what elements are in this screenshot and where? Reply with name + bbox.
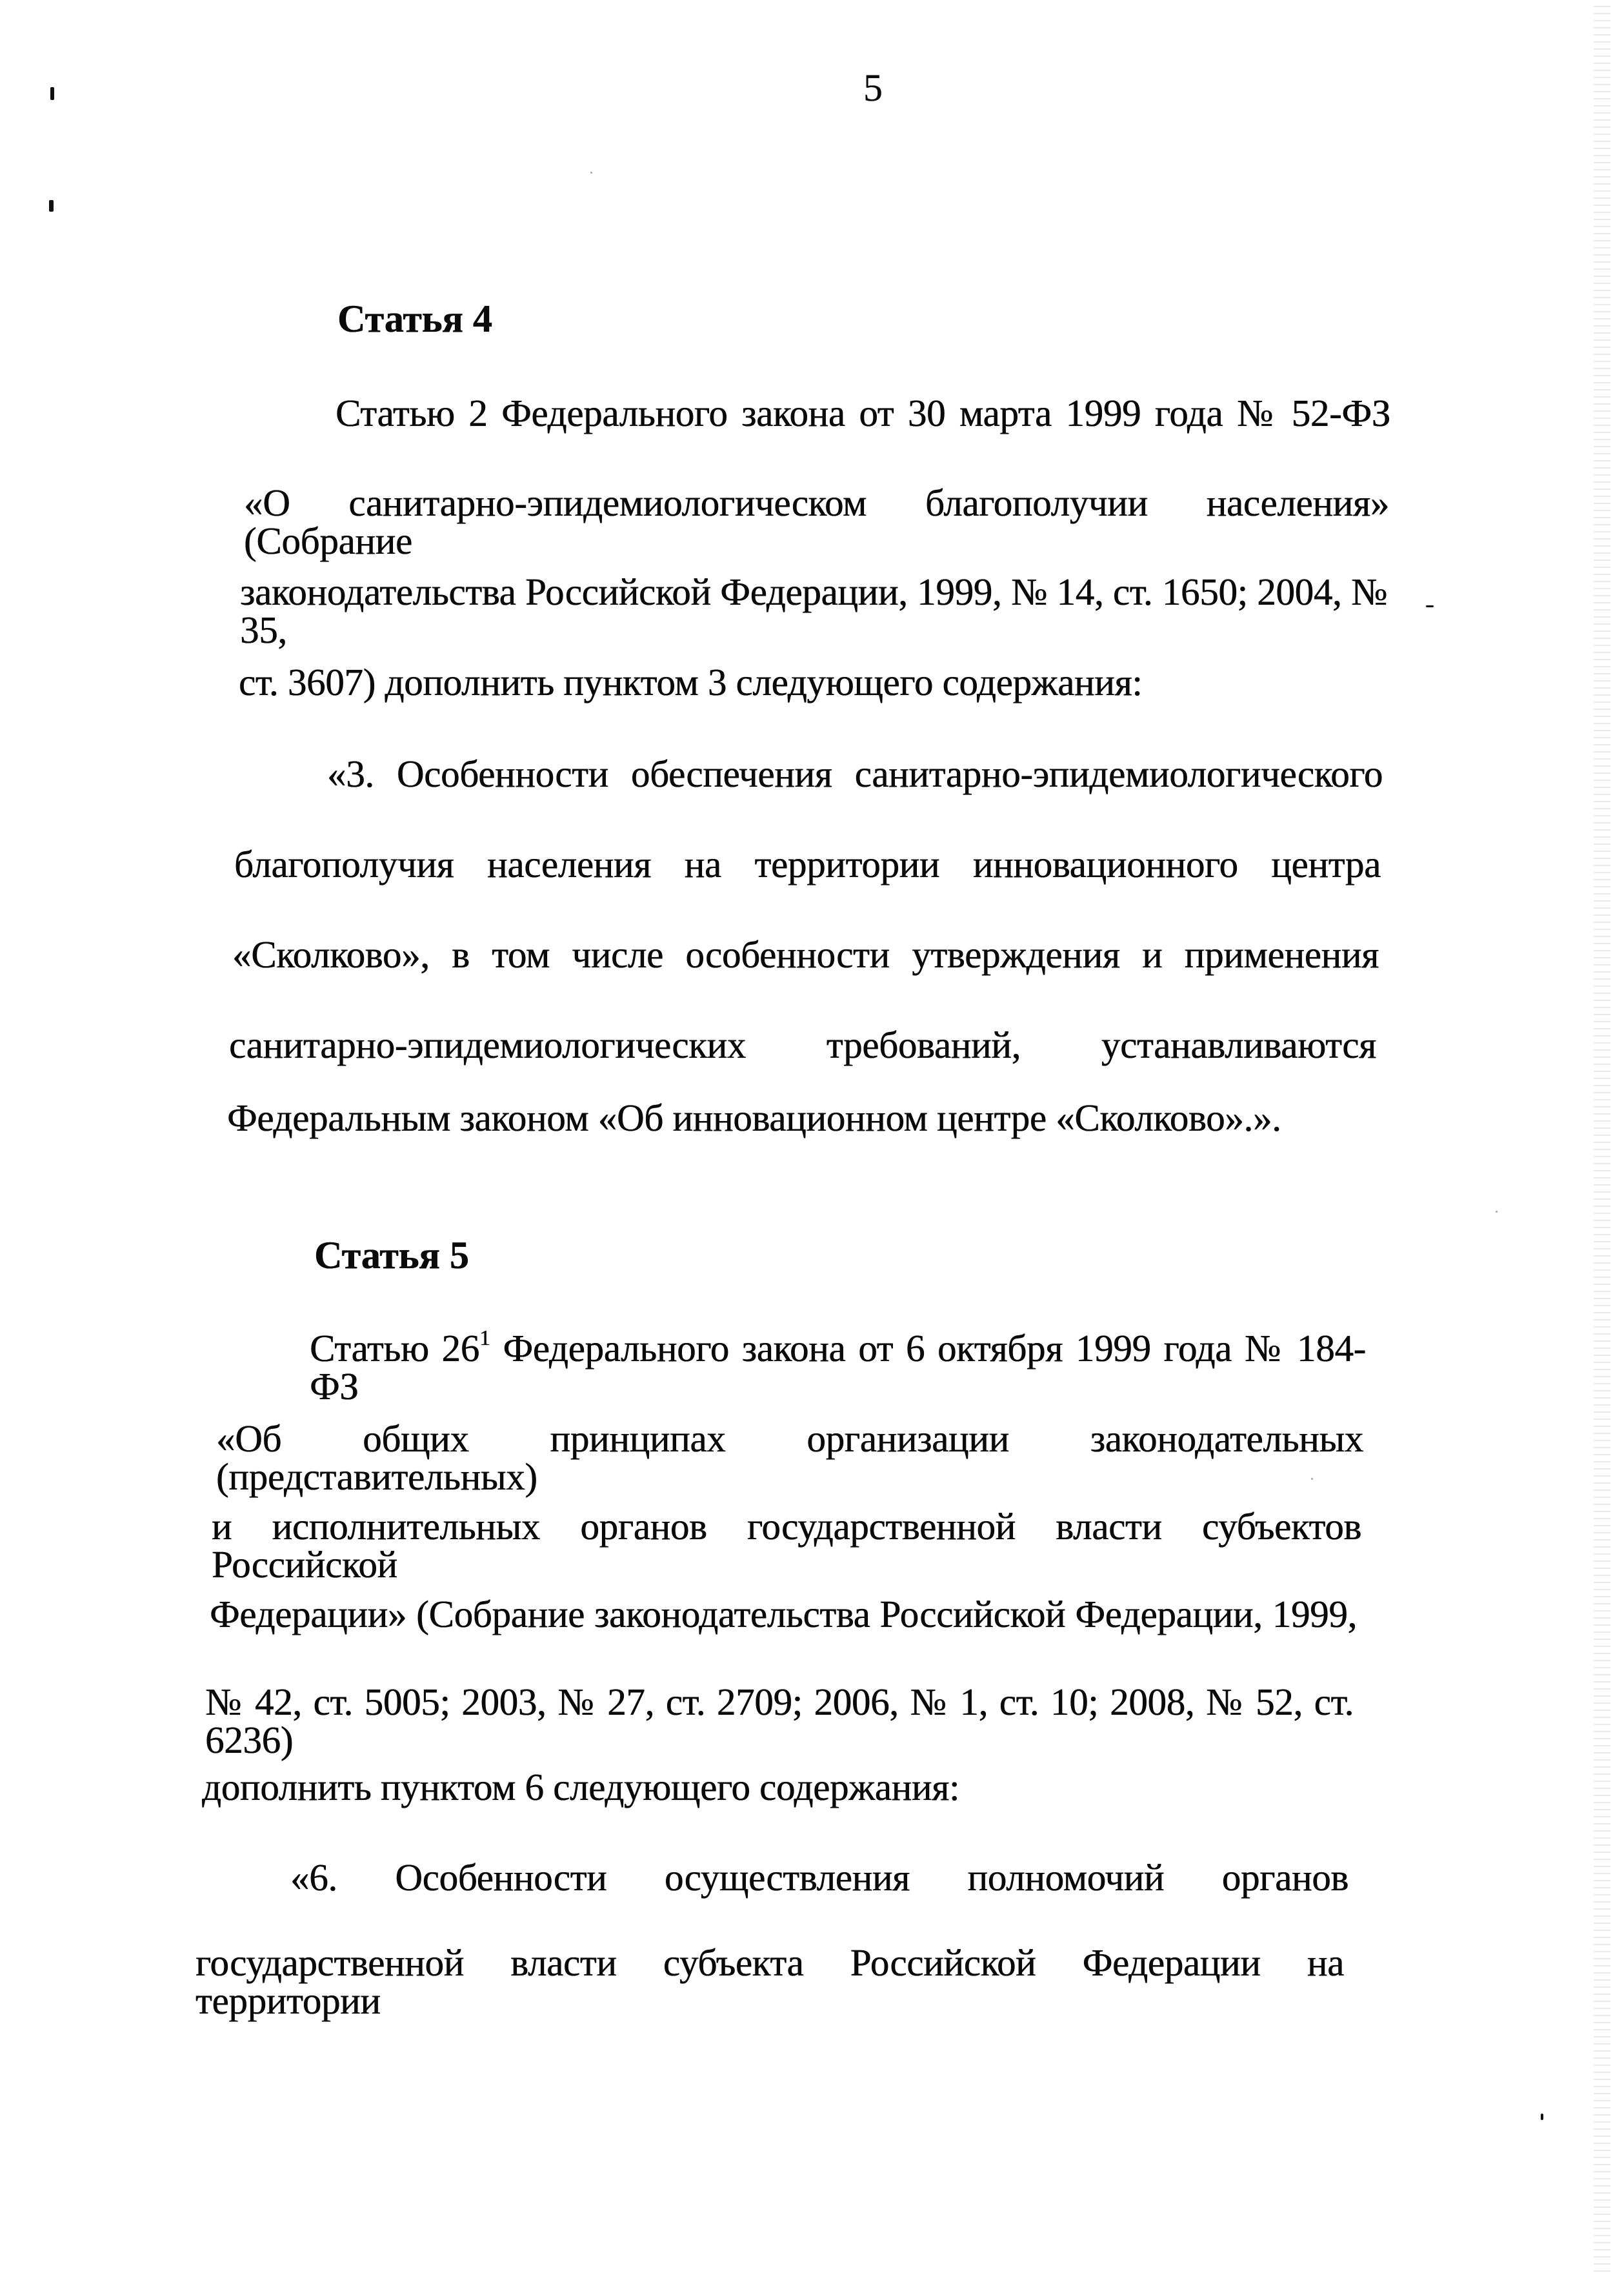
margin-mark-top [50,87,54,100]
scan-dust [590,172,592,174]
article-4-line-9: Федеральным законом «Об инновационном центре «Сколково».». [227,1096,1281,1139]
article-5-line-5: № 42, ст. 5005; 2003, № 27, ст. 2709; 2006, № 1, ст. 10; 2008, № 52, ст. 6236) [205,1681,1354,1761]
article-4-line-3: законодательства Российской Федерации, 1999, № 14, ст. 1650; 2004, № 35, [240,571,1387,651]
article-4-line-4: ст. 3607) дополнить пунктом 3 следующего содержания: [239,661,1143,703]
article-4-heading: Статья 4 [337,298,492,340]
article-5-line-1 [310,1326,1366,1408]
article-5-line-8: государственной власти субъекта Российской Федерации на территории [195,1941,1344,2022]
page-number: 5 [863,66,883,109]
article-5-line-3: и исполнительных органов государственной власти субъектов Российской [212,1505,1361,1586]
scan-dust [1496,1211,1498,1213]
article-4-line-7: «Сколково», в том числе особенности утверждения и применения [232,933,1379,976]
article-4-line-8: санитарно-эпидемиологических требований, устанавливаются [229,1024,1376,1066]
article-5-line-6: дополнить пунктом 6 следующего содержания: [202,1766,960,1808]
article-5-line-1-start: Статью 26 [310,1327,479,1369]
margin-mark-lower [49,200,54,212]
article-5-line-7: «6. Особенности осуществления полномочий органов [290,1856,1348,1899]
article-4-line-5: «3. Особенности обеспечения санитарно-эпидемиологического [327,753,1383,795]
article-4-line-1: Статью 2 Федерального закона от 30 марта 1999 года № 52-ФЗ [336,392,1390,434]
scan-dust [1311,1478,1313,1480]
stray-dot-mark [1541,2114,1543,2120]
article-4-line-2: «О санитарно-эпидемиологическом благополучии населения» (Собрание [244,481,1389,562]
superscript-index: 1 [479,1326,490,1351]
scan-edge-noise [1594,0,1610,2273]
article-5-line-2: «Об общих принципах организации законодательных (представительных) [216,1417,1363,1498]
article-5-line-1-rest: Федерального закона от 6 октября 1999 года № 184-ФЗ [310,1327,1366,1408]
article-4-line-6: благополучия населения на территории инновационного центра [234,843,1381,885]
article-5-heading: Статья 5 [314,1234,469,1277]
stray-dash-mark [1426,605,1434,607]
article-5-line-4: Федерации» (Собрание законодательства Российской Федерации, 1999, [210,1593,1357,1635]
